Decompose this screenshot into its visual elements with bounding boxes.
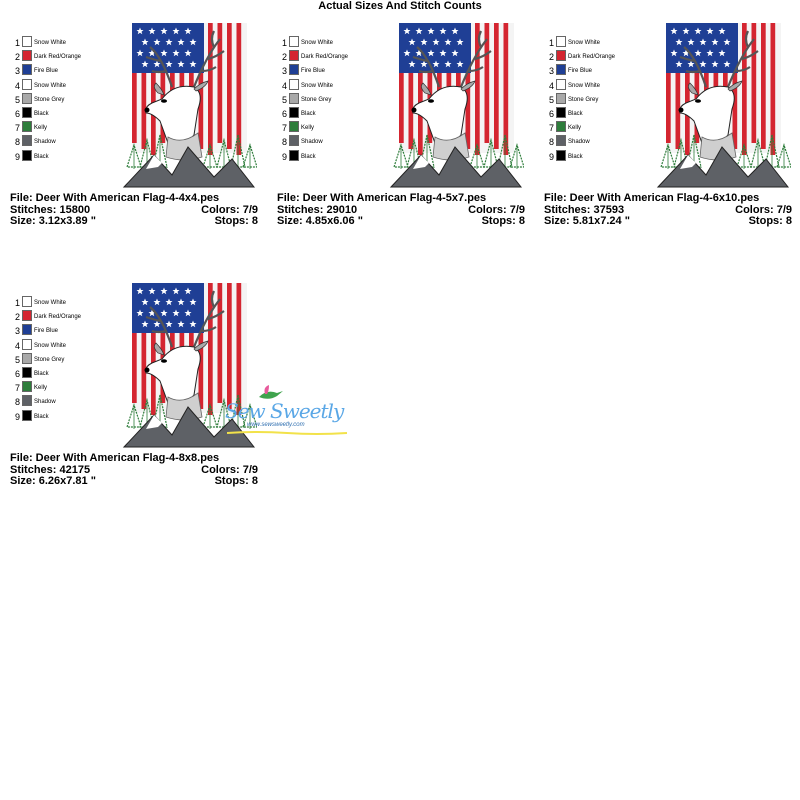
watermark-brand: Sew Sweetly (225, 399, 344, 423)
thread-name: Black (568, 153, 583, 160)
color-swatch (22, 395, 32, 406)
stop-count: Stops: 8 (214, 215, 258, 227)
color-swatch (22, 121, 32, 132)
thread-name: Kelly (34, 385, 48, 392)
thread-name: Black (301, 153, 316, 160)
legend-item (10, 310, 105, 324)
thread-name: Fire Blue (34, 68, 59, 75)
embroidery-design-preview (369, 17, 524, 189)
legend-number: 5 (281, 94, 287, 105)
legend-number: 9 (14, 151, 20, 162)
watermark-url: www.sewsweetly.com (247, 422, 305, 428)
design-info (10, 453, 258, 488)
color-swatch (289, 79, 299, 90)
legend-item (544, 107, 639, 121)
legend-number: 4 (14, 80, 20, 91)
thread-name: Stone Grey (568, 96, 599, 103)
legend-item (10, 64, 105, 78)
legend-item (10, 135, 105, 149)
thread-name: Kelly (301, 125, 315, 132)
color-swatch (289, 93, 299, 104)
color-swatch (22, 36, 32, 47)
legend-item (10, 36, 105, 50)
watermark-underline (227, 431, 347, 435)
stop-count: Stops: 8 (481, 215, 525, 227)
legend-number: 9 (14, 411, 20, 422)
stop-count: Stops: 8 (748, 215, 792, 227)
thread-name: Shadow (34, 399, 56, 406)
thread-name: Shadow (568, 139, 590, 146)
color-swatch (289, 135, 299, 146)
file-name: File: Deer With American Flag-4-8x8.pes (10, 452, 220, 464)
legend-item (544, 50, 639, 64)
legend-number: 3 (548, 66, 554, 77)
color-swatch (22, 339, 32, 350)
legend-item (277, 121, 372, 135)
thread-name: Fire Blue (568, 68, 593, 75)
color-swatch (22, 135, 32, 146)
thread-name: Black (34, 371, 49, 377)
legend-number: 6 (14, 109, 20, 119)
legend-number: 7 (548, 123, 554, 134)
file-name: File: Deer With American Flag-4-5x7.pes (277, 192, 487, 204)
legend-number: 5 (548, 94, 554, 105)
legend-item (10, 50, 105, 64)
thread-name: Fire Blue (34, 328, 59, 335)
thread-name: Dark Red/Orange (34, 54, 82, 61)
color-swatch (556, 121, 566, 132)
color-count: Colors: 7/9 (201, 203, 258, 216)
legend-number: 8 (281, 137, 287, 148)
color-swatch (556, 93, 566, 104)
thread-name: Dark Red/Orange (34, 314, 82, 321)
legend-item (277, 107, 372, 121)
legend-number: 1 (281, 38, 287, 48)
legend-number: 9 (281, 151, 287, 162)
color-swatch (22, 296, 32, 307)
design-card-4x4 (10, 17, 260, 257)
legend-item (277, 50, 372, 64)
legend-number: 8 (548, 137, 554, 148)
color-swatch (22, 93, 32, 104)
color-swatch (22, 50, 32, 61)
thread-name: Black (34, 111, 49, 117)
color-swatch (22, 107, 32, 118)
sew-sweetly-watermark (225, 385, 350, 440)
file-name: File: Deer With American Flag-4-4x4.pes (10, 192, 220, 204)
legend-item (277, 135, 372, 149)
thread-name: Dark Red/Orange (568, 54, 616, 61)
embroidery-design-preview (102, 17, 257, 189)
color-swatch (556, 50, 566, 61)
color-swatch (289, 107, 299, 118)
thread-name: Shadow (34, 139, 56, 146)
legend-item (544, 64, 639, 78)
thread-name: Snow White (568, 82, 601, 89)
legend-number: 6 (14, 369, 20, 379)
legend-item (277, 150, 372, 164)
color-count: Colors: 7/9 (201, 463, 258, 476)
thread-name: Kelly (568, 125, 582, 132)
design-size: Size: 4.85x6.06 " (277, 215, 363, 227)
legend-item (10, 79, 105, 93)
legend-item (277, 64, 372, 78)
page-title: Actual Sizes And Stitch Counts (318, 0, 482, 12)
legend-item (544, 135, 639, 149)
file-name: File: Deer With American Flag-4-6x10.pes (544, 192, 760, 204)
legend-item (10, 107, 105, 121)
legend-item (277, 93, 372, 107)
legend-item (10, 381, 105, 395)
legend-item (10, 93, 105, 107)
color-swatch (556, 36, 566, 47)
color-swatch (289, 50, 299, 61)
design-size: Size: 5.81x7.24 " (544, 215, 630, 227)
color-swatch (289, 64, 299, 75)
legend-number: 4 (548, 80, 554, 91)
thread-name: Shadow (301, 139, 323, 146)
legend-number: 3 (14, 66, 20, 77)
stitch-count: Stitches: 42175 (10, 463, 91, 476)
design-info (544, 193, 792, 228)
legend-item (544, 79, 639, 93)
thread-name: Snow White (34, 300, 67, 306)
thread-name: Black (568, 111, 583, 117)
thread-name: Black (34, 413, 49, 420)
color-swatch (289, 121, 299, 132)
legend-item (10, 296, 105, 310)
thread-name: Black (34, 153, 49, 160)
legend-item (10, 410, 105, 424)
embroidery-design-preview (636, 17, 791, 189)
color-swatch (556, 79, 566, 90)
thread-name: Kelly (34, 125, 48, 132)
color-swatch (22, 367, 32, 378)
design-size: Size: 6.26x7.81 " (10, 475, 96, 487)
design-card-6x10 (544, 17, 794, 257)
legend-number: 4 (281, 80, 287, 91)
thread-name: Stone Grey (34, 96, 65, 103)
legend-item (277, 36, 372, 50)
thread-name: Snow White (568, 40, 601, 46)
color-swatch (22, 310, 32, 321)
legend-number: 3 (14, 326, 20, 337)
legend-item (544, 36, 639, 50)
legend-number: 6 (281, 109, 287, 119)
legend-item (544, 121, 639, 135)
color-swatch (22, 324, 32, 335)
color-swatch (556, 135, 566, 146)
legend-number: 6 (548, 109, 554, 119)
color-swatch (22, 150, 32, 161)
color-swatch (556, 64, 566, 75)
stitch-count: Stitches: 29010 (277, 203, 358, 216)
color-swatch (22, 410, 32, 421)
legend-item (10, 121, 105, 135)
design-info (277, 193, 525, 228)
thread-name: Snow White (34, 82, 67, 89)
legend-item (10, 150, 105, 164)
legend-number: 4 (14, 340, 20, 351)
legend-item (10, 339, 105, 353)
color-swatch (22, 353, 32, 364)
color-swatch (22, 64, 32, 75)
legend-number: 5 (14, 94, 20, 105)
color-count: Colors: 7/9 (468, 203, 525, 216)
color-swatch (556, 150, 566, 161)
legend-item (10, 324, 105, 338)
thread-name: Snow White (34, 40, 67, 46)
legend-number: 2 (14, 52, 20, 63)
legend-item (10, 353, 105, 367)
design-info (10, 193, 258, 228)
legend-number: 7 (281, 123, 287, 134)
thread-name: Snow White (301, 82, 334, 89)
legend-number: 2 (14, 312, 20, 323)
legend-number: 3 (281, 66, 287, 77)
thread-name: Snow White (34, 342, 67, 349)
color-swatch (289, 150, 299, 161)
color-count: Colors: 7/9 (735, 203, 792, 216)
legend-number: 9 (548, 151, 554, 162)
legend-number: 8 (14, 397, 20, 408)
legend-number: 7 (14, 123, 20, 134)
thread-name: Stone Grey (301, 96, 332, 103)
design-card-8x8 (10, 277, 260, 517)
color-swatch (289, 36, 299, 47)
legend-item (10, 395, 105, 409)
thread-name: Fire Blue (301, 68, 326, 75)
color-swatch (22, 79, 32, 90)
legend-item (277, 79, 372, 93)
design-card-5x7 (277, 17, 527, 257)
legend-number: 1 (14, 298, 20, 308)
legend-number: 5 (14, 354, 20, 365)
thread-name: Black (301, 111, 316, 117)
stitch-count: Stitches: 37593 (544, 203, 625, 216)
thread-name: Stone Grey (34, 356, 65, 363)
thread-name: Dark Red/Orange (301, 54, 349, 61)
legend-number: 2 (548, 52, 554, 63)
thread-name: Snow White (301, 40, 334, 46)
legend-number: 1 (14, 38, 20, 48)
legend-item (544, 150, 639, 164)
legend-number: 2 (281, 52, 287, 63)
legend-number: 8 (14, 137, 20, 148)
color-swatch (556, 107, 566, 118)
legend-item (544, 93, 639, 107)
legend-number: 1 (548, 38, 554, 48)
legend-number: 7 (14, 383, 20, 394)
stop-count: Stops: 8 (214, 475, 258, 487)
legend-item (10, 367, 105, 381)
stitch-count: Stitches: 15800 (10, 203, 91, 216)
color-swatch (22, 381, 32, 392)
design-size: Size: 3.12x3.89 " (10, 215, 96, 227)
